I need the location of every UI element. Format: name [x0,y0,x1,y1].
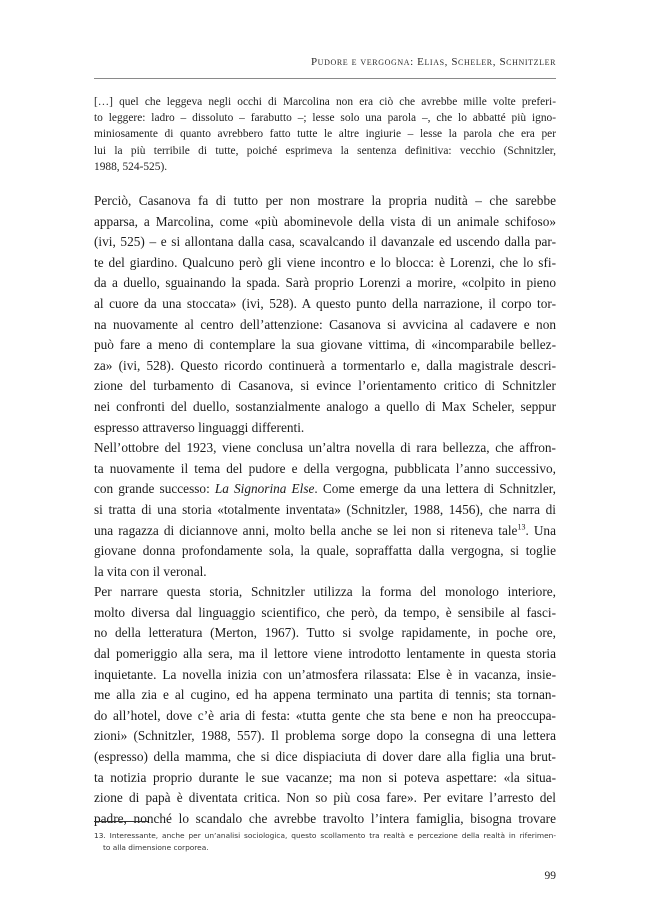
running-header: Pudore e vergogna: Elias, Scheler, Schnitzler [310,56,556,68]
text-line: (espresso) della mamma, che si dice dispiaciuta di dover dare alla figlia una brut- [94,749,556,765]
text-line: zione di papà è diventata critica. Non so più cosa fare». Per evitare l’arresto del [94,790,556,806]
text-line: giovane donna profondamente sola, la quale, sopraffatta dalla vergogna, si toglie [94,543,556,559]
quote-line: […] quel che leggeva negli occhi di Marcolina non era ciò che avrebbe mille volte preferi- [94,96,556,108]
paragraph-signorina-else [94,438,556,582]
paragraph-casanova [94,191,556,438]
block-quote [94,94,556,175]
quote-line: miniosamente di quanto avrebbero fatto tutte le altre ingiurie – lesse la parola che era per [94,128,556,141]
text-line: si tratta di una storia «totalmente inventata» (Schnitzler, 1988, 1456), che narra di [94,501,556,517]
text-run: con grande successo: [94,481,215,497]
paragraph-monologo [94,582,556,829]
footnote-line: to alla dimensione corporea. [103,842,209,852]
text-line: molto diversa dal linguaggio scientifico, che però, da tempo, è sensibile al fasci- [94,604,556,620]
text-line: la vita con il veronal. [94,563,207,579]
text-line: dal pomeriggio alla sera, ma il lettore viene introdotto lentamente in questa storia [94,646,556,662]
text-line: inquietante. La novella inizia con un’atmosfera rilassata: Else è in vacanza, insie- [94,666,556,682]
page-number: 99 [544,870,556,882]
header-rule [94,78,556,79]
text-line: ta nuovamente il tema del pudore e della vergogna, pubblicata l’anno successivo, [94,460,556,476]
text-line [94,521,556,542]
footnote [94,830,556,853]
text-line: nei confronti del duello, sostanzialmente analogo a quello di Max Scheler, seppur [94,398,556,414]
text-line: (ivi, 525) – e si allontana dalla casa, scavalcando il davanzale ed uscendo dalla par- [94,234,556,250]
text-line: no della letteratura (Merton, 1967). Tutto si svolge rapidamente, in poche ore, [94,625,556,641]
quote-line: lui la più terribile di tutte, poiché esprimeva la sentenza definitiva: vecchio (Schnitzler, [94,144,556,157]
text-run: una ragazza di diciannove anni, molto bella anche se lei non si riteneva tale [94,522,518,538]
text-line: na nuovamente al centro dell’attenzione: Casanova si avvicina al cadavere e non [94,316,556,332]
quote-line: 1988, 524-525). [94,160,168,173]
text-line: zioni» (Schnitzler, 1988, 557). Il problema sorge dopo la consegna di una lettera [94,728,556,744]
text-run: . Come emerge da una lettera di Schnitzler, [314,481,556,497]
body-text [94,186,556,829]
footnote-rule [94,821,148,822]
text-line: me alla zia e al cugino, ed ha appena terminato una partita di tennis; sta tornan- [94,687,556,703]
text-line: za» (ivi, 528). Questo ricordo continuerà a tormentarlo e, dalla magistrale descri- [94,357,556,373]
footnote-line: 13. Interessante, anche per un’analisi sociologica, questo scollamento tra realtà e percezione della realtà in riferimen- [94,831,556,840]
text-line [94,479,556,500]
text-run: . Una [525,522,556,538]
text-line: Nell’ottobre del 1923, viene conclusa un’altra novella di rara bellezza, che affron- [94,440,556,456]
text-line: Perciò, Casanova fa di tutto per non mostrare la propria nudità – che sarebbe [94,193,556,208]
text-line: ta notizia proprio durante le sue vacanze; ma non si poteva aspettare: «la situa- [94,769,556,785]
text-line: zione del turbamento di Casanova, si evince l’orientamento critico di Schnitzler [94,378,556,394]
quote-line: to leggere: ladro – dissoluto – farabutto –; lesse solo una parola –, che lo abbatté più igno- [94,112,556,125]
text-line: da a duello, sguainando la spada. Sarà proprio Lorenzi a morire, «colpito in pieno [94,275,556,291]
text-line: te del giardino. Qualcuno però gli viene incontro e lo blocca: è Lorenzi, che lo sfi- [94,254,556,270]
footnote-marker[interactable]: 13 [517,522,526,532]
text-line: do all’hotel, dove c’è aria di festa: «tutta gente che sta bene e non ha preoccupa- [94,707,556,723]
text-line: padre, nonché lo scandalo che avrebbe travolto l’intera famiglia, bisogna trovare [94,810,556,826]
text-line: apparsa, a Marcolina, come «più abominevole della vista di un animale schifoso» [94,213,556,229]
text-line: Per narrare questa storia, Schnitzler utilizza la forma del monologo interiore, [94,584,556,600]
text-line: al cuore da una stoccata» (ivi, 528). A questo punto della narrazione, il corpo tor- [94,295,556,311]
text-line: può fare a meno di contemplare la sua giovane vittima, di «incomparabile bellez- [94,337,556,353]
book-title: La Signorina Else [214,481,315,497]
text-line: espresso attraverso linguaggi differenti. [94,419,305,435]
